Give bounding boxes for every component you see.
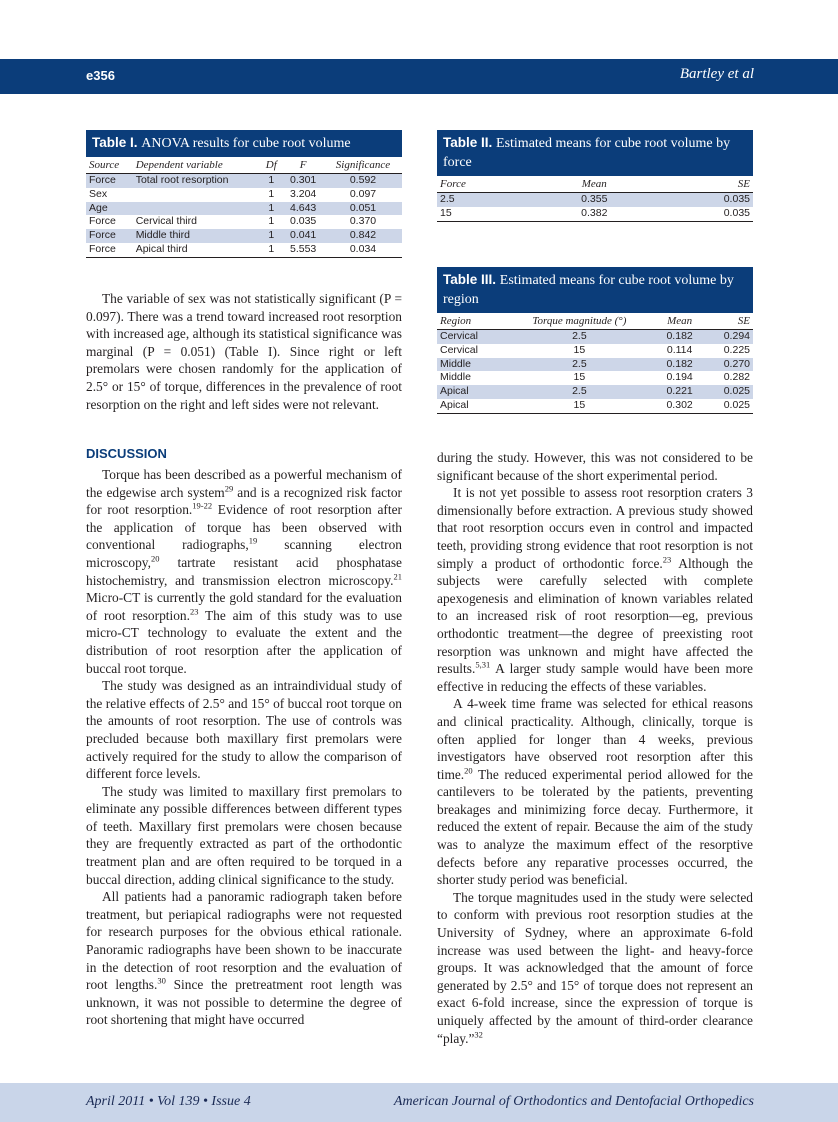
table-row: 15 0.382 0.035 [437, 207, 753, 221]
table-row: Middle 15 0.194 0.282 [440, 371, 750, 384]
table-row: Force Total root resorption 1 0.301 0.592 [86, 174, 402, 188]
table-3-grid: Region Torque magnitude (°) Mean SE Cervical 2.5 0.182 0.294 Cervical 15 0.114 0.225 Middle 2.5 0.182 0.270 Middle 15 0.194 0.282 Apical 2.5 0.221 0.025 Apical 15 0.302 0.025 [437, 313, 753, 414]
table-row: Cervical 2.5 0.182 0.294 [437, 330, 753, 344]
table-row: Force Cervical third 1 0.035 0.370 [89, 215, 377, 228]
table-row: Force Apical third 1 5.553 0.034 [86, 243, 402, 257]
table-2-grid: Force Mean SE 2.5 0.355 0.035 15 0.382 0.035 [437, 176, 753, 222]
discussion-heading: DISCUSSION [86, 446, 167, 461]
paragraph: The study was designed as an intraindividual study of the relative effects of 2.5° and 15° of buccal root torque on the amounts of root resorption. The use of controls was precluded because both maxillary first premolars were actively required for the study to allow the comparison of different force levels. [86, 678, 402, 782]
paragraph: A 4-week time frame was selected for ethical reasons and clinical practicality. Although, clinically, torque is often applied for longer than 4 weeks, previous investigators have observed root resorption after this time.$^{20}$ The reduced experimental period allowed for the cantilevers to be tolerated by the patients, preventing breakages and minimizing force decay. Furthermore, it reduced the extent of repair. Because the aim of the study was to analyze the maximum effect of the resorptive defects before any reparative processes occurred, the shorter study period was beneficial. [437, 696, 753, 888]
paragraph: The torque magnitudes used in the study were selected to conform with previous root resorption studies at the University of Sydney, where an approximate 6-fold increase was used between the light- and heavy-force groups. It was acknowledged that the amount of force generated by 2.5° and 15° of torque does not represent an exact 6-fold increase, since the expression of torque is uniquely affected by the amount of third-order clearance “play.”$^{32}$ [437, 889, 753, 1046]
running-authors: Bartley et al [679, 66, 754, 82]
page-number: e356 [86, 68, 115, 83]
table-row: Sex 1 3.204 0.097 [89, 187, 377, 200]
running-footer [0, 1083, 838, 1122]
paragraph: during the study. However, this was not considered to be significant because of the short experimental period. [437, 450, 753, 483]
journal-name: American Journal of Orthodontics and Dentofacial Orthopedics [393, 1094, 754, 1109]
table-row: Age 1 4.643 0.051 [86, 202, 402, 216]
table-row: Apical 2.5 0.221 0.025 [437, 385, 753, 399]
table-row: Cervical 15 0.114 0.225 [440, 343, 750, 356]
table-1-title: Table I. ANOVA results for cube root volume [86, 130, 402, 157]
paragraph: It is not yet possible to assess root resorption craters 3 dimensionally before extraction. A previous study showed that root resorption occurs even in control and impacted teeth, providing strong evidence that root resorption is not simply a product of orthodontic force.$^{23}$ Although the subjects were carefully selected with complete apexogenesis and elimination of known variables related to an increased risk of root resorption—eg, previous orthodontic treatment—the degree of preexisting root resorption was unknown and might have affected the results.$^{5,31}$ A larger study sample would have been more effective in reducing the effects of these variables. [437, 485, 753, 694]
table-3-title: Table III. Estimated means for cube root volume by region [437, 267, 753, 313]
table-1-grid: Source Dependent variable Df F Significance Force Total root resorption 1 0.301 0.592 Sex 1 3.204 0.097 Age 1 4.643 0.051 Force Cervical third 1 0.035 0.370 Force Middle third 1 0.041 0.842 Force Apical third 1 5.553 0.034 [86, 157, 402, 258]
table-3 [437, 267, 753, 414]
paragraph: The study was limited to maxillary first premolars to eliminate any possible differences between different types of teeth. Maxillary first premolars were chosen because they are frequently extracted as part of the orthodontic treatment plan and are often required to be torqued in a buccal direction, adding clinical significance to the study. [86, 783, 402, 887]
results-paragraph: The variable of sex was not statistically significant (P = 0.097). There was a trend toward increased root resorption with increased age, although its statistical significance was marginal (P = 0.051) (Table I). Since right or left premolars were chosen randomly for the application of 2.5° or 15° of torque, differences in the prevalence of root resorption on the right and left sides were not relevant. [86, 291, 402, 412]
table-1 [86, 130, 402, 258]
table-row: 2.5 0.355 0.035 [437, 193, 753, 207]
running-header [0, 59, 838, 94]
discussion-left-column [86, 466, 402, 1029]
table-2 [437, 130, 753, 222]
table-row: Apical 15 0.302 0.025 [437, 399, 753, 413]
paragraph: Torque has been described as a powerful mechanism of the edgewise arch system$^{29}$ and is a recognized risk factor for root resorption.$^{19-22}$ Evidence of root resorption after the application of torque has been observed with conventional radiographs,$^{19}$ scanning electron microscopy,$^{20}$ tartrate resistant acid phosphatase histochemistry, and transmission electron microscopy.$^{21}$ Micro-CT is currently the gold standard for the evaluation of root resorption.$^{23}$ The aim of this study was to use micro-CT technology to evaluate the extent and the distribution of root resorption after the application of buccal root torque. [86, 467, 403, 676]
table-row: Force Middle third 1 0.041 0.842 [86, 229, 402, 243]
table-2-title: Table II. Estimated means for cube root volume by force [437, 130, 753, 176]
issue-info: April 2011 • Vol 139 • Issue 4 [86, 1094, 251, 1109]
paragraph: All patients had a panoramic radiograph taken before treatment, but periapical radiographs were not requested for research purposes for the obvious ethical rationale. Panoramic radiographs have been shown to be inaccurate in the detection of root resorption and the evaluation of root lengths.$^{30}$ Since the pretreatment root length was unknown, it was not possible to determine the degree of root shortening that might have occurred [86, 889, 402, 1028]
discussion-right-column [437, 449, 753, 1047]
table-row: Middle 2.5 0.182 0.270 [437, 358, 753, 372]
